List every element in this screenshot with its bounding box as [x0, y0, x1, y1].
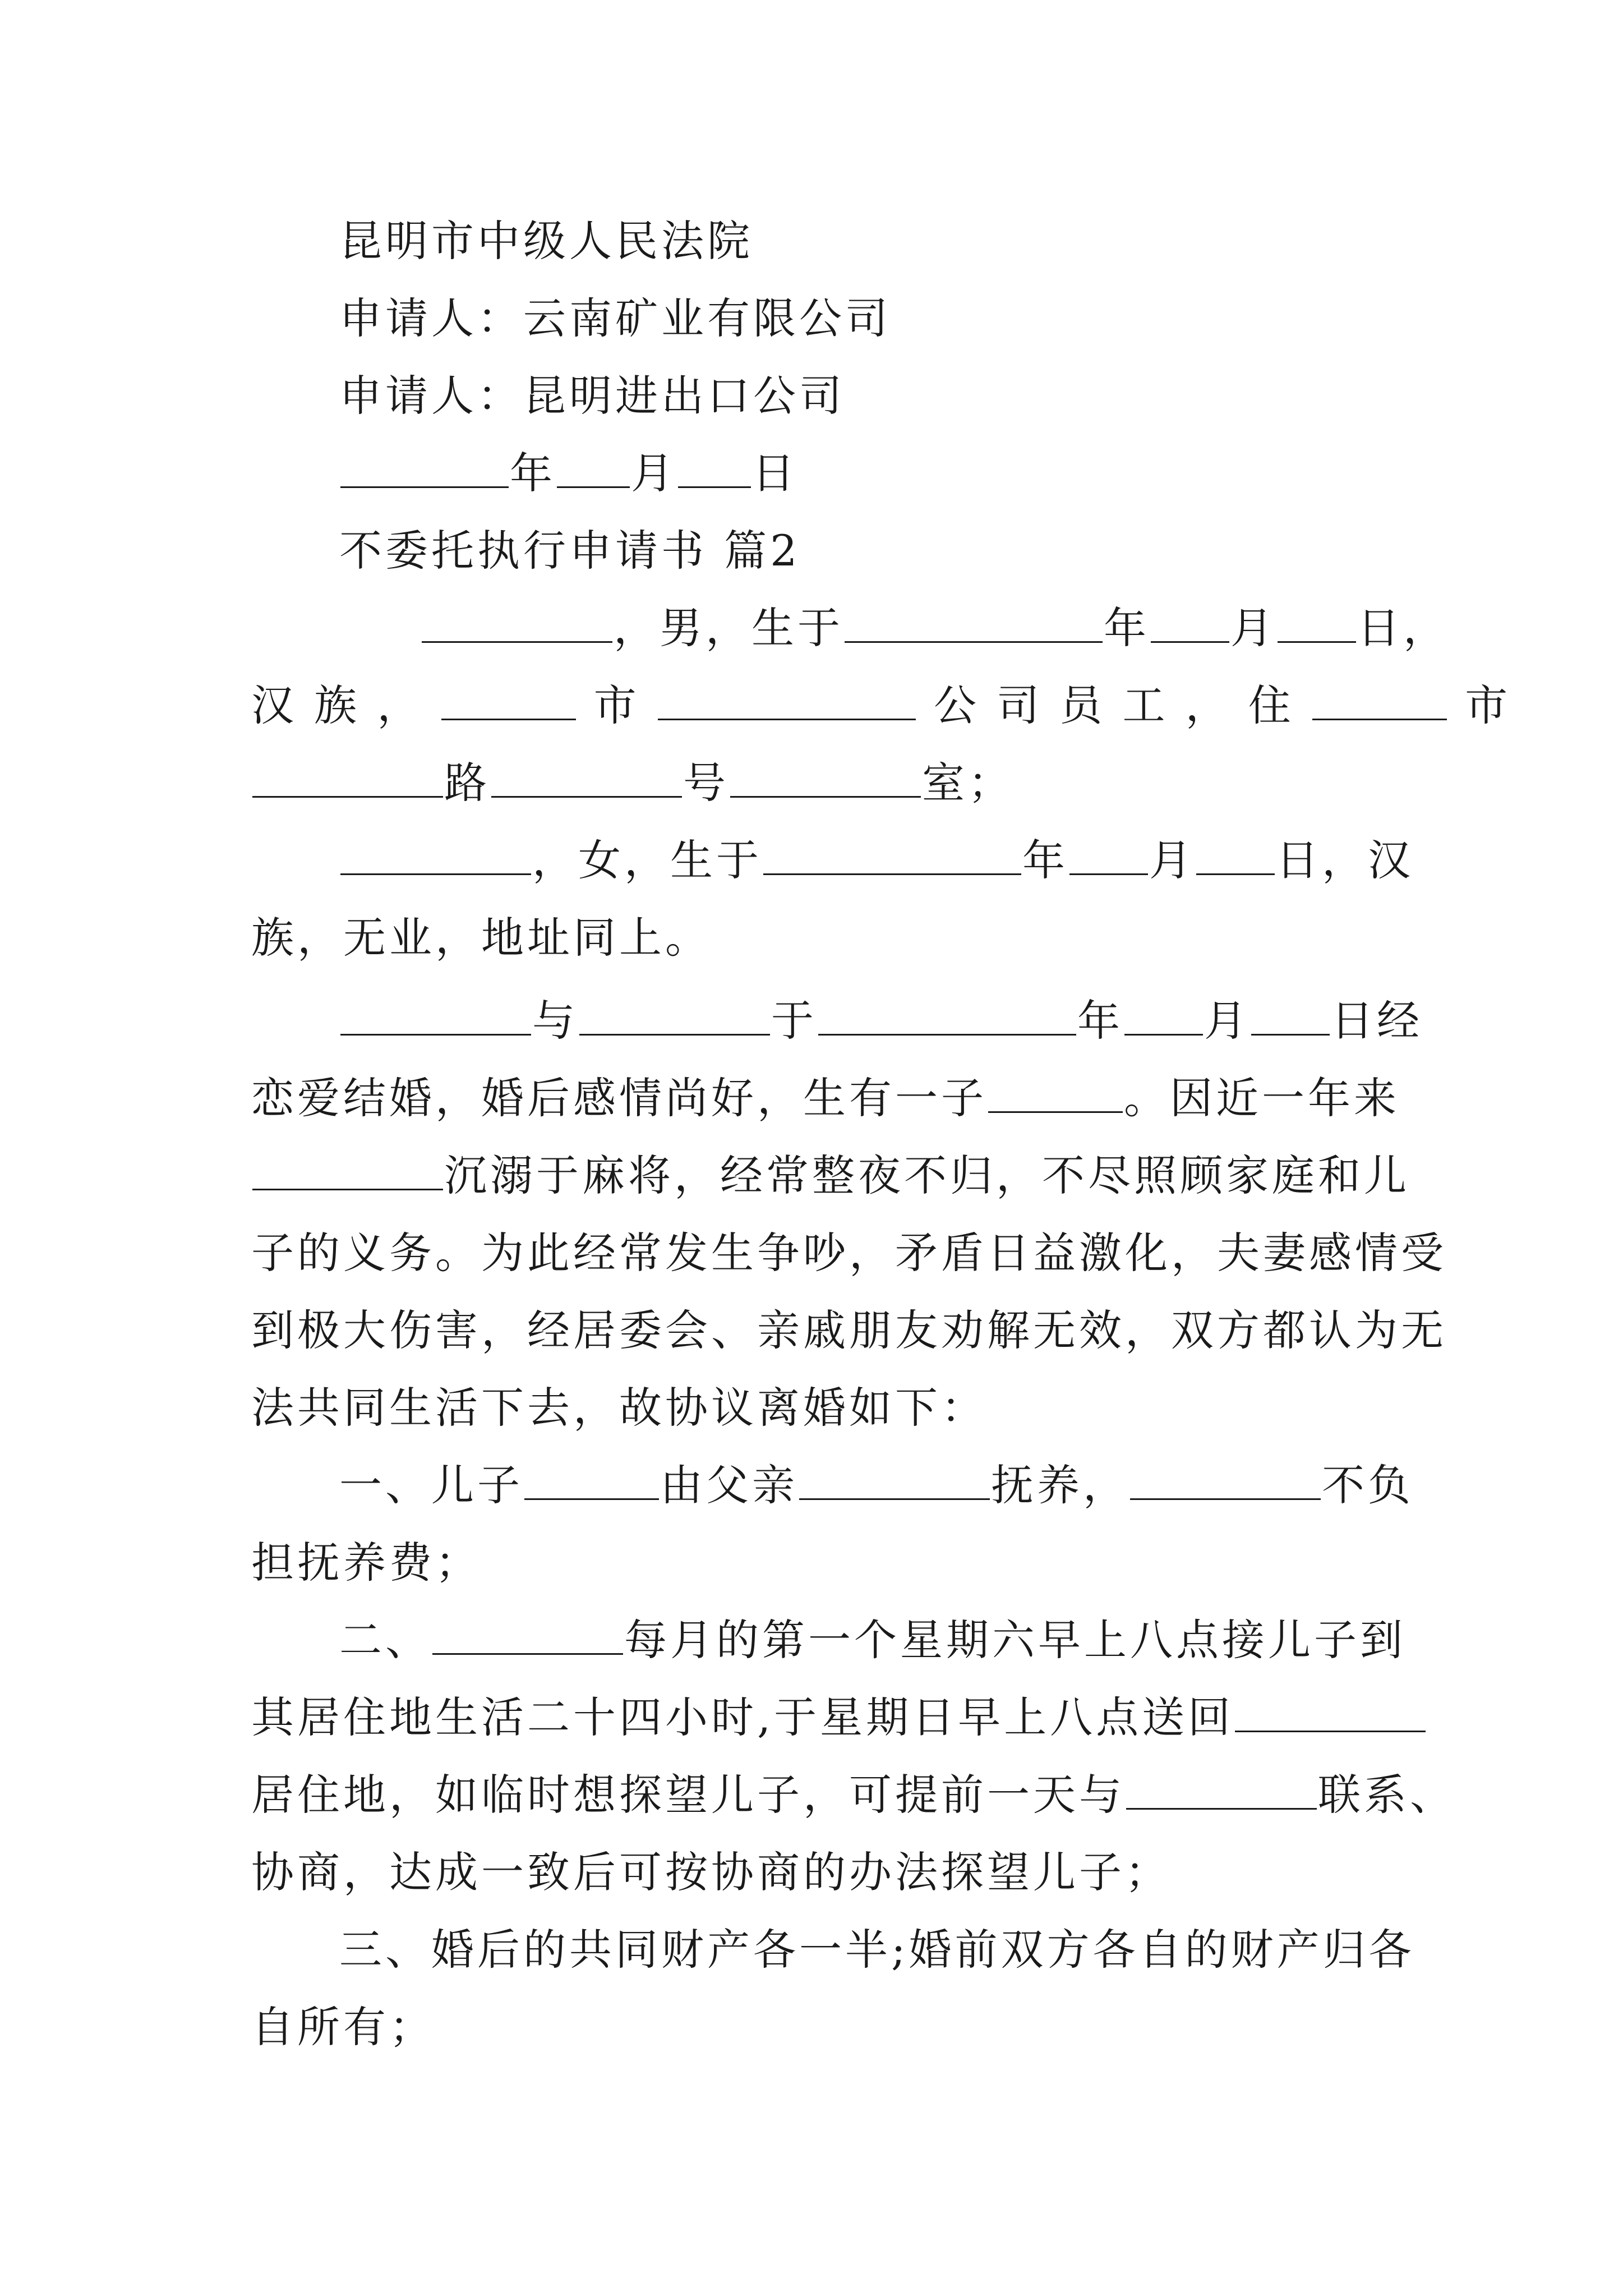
item-1-line-2: 担抚养费；	[251, 1538, 481, 1588]
blank-female-year	[763, 839, 1021, 875]
blank-birth-year	[845, 606, 1103, 643]
blank-road	[252, 761, 443, 798]
date-month-label: 月	[631, 448, 677, 498]
blank-person-a	[340, 999, 531, 1036]
marriage-line-2: 恋爱结婚，婚后感情尚好，生有一子 。因近一年来	[251, 1073, 1400, 1123]
female-intro-line-1: ，女，生于 年 月 日，汉	[339, 832, 1384, 889]
blank-male-name	[422, 606, 612, 643]
marriage-line-6: 法共同生活下去，故协议离婚如下：	[251, 1383, 987, 1433]
blank-city	[441, 684, 576, 720]
blank-marriage-month	[1124, 999, 1203, 1036]
blank-father	[799, 1464, 990, 1500]
marriage-line-4: 子的义务。为此经常发生争吵，矛盾日益激化，夫妻感情受	[251, 1228, 1447, 1278]
blank-son-name	[988, 1076, 1123, 1113]
blank-contact	[1126, 1773, 1317, 1810]
blank-number	[491, 761, 682, 798]
blank-visiting-parent	[432, 1618, 623, 1655]
date-day-label: 日	[752, 448, 798, 498]
blank-female-month	[1069, 839, 1148, 875]
blank-day	[678, 452, 751, 488]
item-2-line-1: 二、 每月的第一个星期六早上八点接儿子到	[339, 1615, 1406, 1665]
section-title: 不委托执行申请书 篇2	[339, 526, 801, 576]
date-year-label: 年	[510, 448, 556, 498]
male-intro-line-2: 汉 族 ， 市 公 司 员 工 ， 住 市	[251, 680, 1511, 730]
blank-marriage-year	[818, 999, 1076, 1036]
female-intro-line-2: 族，无业，地址同上。	[251, 913, 711, 963]
item-3-line-1: 三、婚后的共同财产各一半;婚前双方各自的财产归各	[339, 1925, 1415, 1975]
item-3-line-2: 自所有；	[251, 2002, 435, 2052]
marriage-line-1: 与 于 年 月 日经	[339, 993, 1384, 1049]
blank-room	[730, 761, 921, 798]
blank-female-day	[1196, 839, 1275, 875]
blank-gambler	[252, 1154, 443, 1190]
blank-birth-day	[1278, 606, 1356, 643]
item-1-line-1: 一、儿子 由父亲 抚养， 不负	[339, 1460, 1414, 1510]
blank-marriage-day	[1251, 999, 1330, 1036]
blank-birth-month	[1151, 606, 1229, 643]
blank-year	[340, 452, 509, 488]
applicant-2: 申请人：昆明进出口公司	[339, 371, 845, 421]
court-name: 昆明市中级人民法院	[339, 216, 753, 266]
male-intro-line-3: 路 号 室；	[251, 755, 1384, 811]
item-2-line-2: 其居住地生活二十四小时,于星期日早上八点送回	[251, 1690, 1384, 1746]
blank-company	[658, 684, 916, 720]
marriage-line-3: 沉溺于麻将，经常整夜不归，不尽照顾家庭和儿	[251, 1148, 1384, 1204]
item-2-line-4: 协商，达成一致后可按协商的办法探望儿子；	[251, 1847, 1171, 1897]
blank-person-b	[579, 999, 770, 1036]
item-2-line-3: 居住地，如临时想探望儿子，可提前一天与 联系、	[251, 1770, 1456, 1820]
blank-son	[524, 1464, 659, 1500]
blank-month	[557, 452, 630, 488]
blank-female-name	[340, 839, 531, 875]
male-intro-line-1: ，男，生于 年 月 日，	[421, 600, 1465, 656]
applicant-1: 申请人：云南矿业有限公司	[339, 293, 891, 343]
blank-return-to	[1235, 1696, 1426, 1732]
marriage-line-5: 到极大伤害，经居委会、亲戚朋友劝解无效，双方都认为无	[251, 1305, 1447, 1355]
blank-mother	[1130, 1464, 1321, 1500]
date-line	[339, 445, 1384, 501]
blank-city-2	[1312, 684, 1447, 720]
